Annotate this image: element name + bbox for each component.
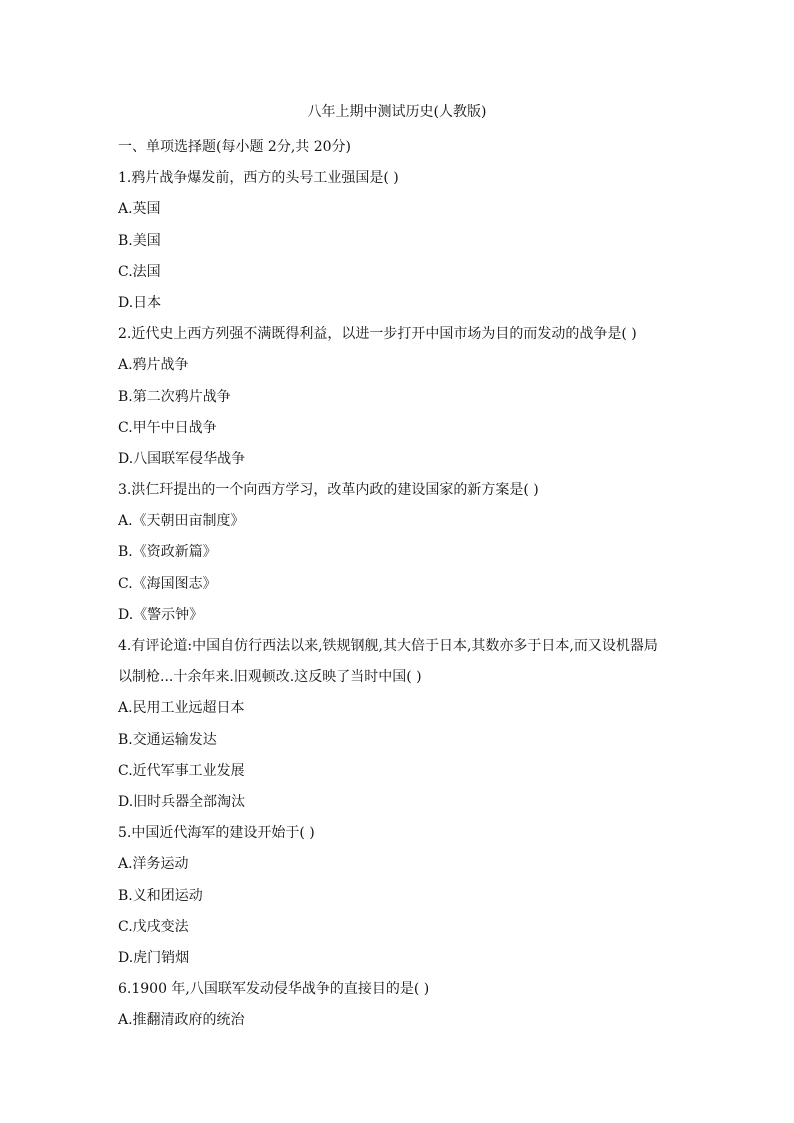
question-stem: 3.洪仁玕提出的一个向西方学习，改革内政的建设国家的新方案是( ): [118, 482, 539, 499]
section-heading: 一、单项选择题(每小题 2分,共 20分): [118, 139, 351, 155]
answer-option: B.美国: [118, 232, 161, 249]
answer-option: C.甲午中日战争: [118, 419, 217, 436]
document-title: 八年上期中测试历史(人教版): [307, 104, 487, 120]
question-stem: 1.鸦片战争爆发前，西方的头号工业强国是( ): [118, 170, 399, 187]
answer-option: D.虎门销烟: [118, 949, 190, 966]
answer-option: A.洋务运动: [118, 856, 189, 873]
answer-option: D.日本: [118, 294, 162, 311]
answer-option: C.近代军事工业发展: [118, 762, 245, 779]
answer-option: B.《资政新篇》: [118, 544, 217, 561]
question-stem: 4.有评论道:中国自仿行西法以来,铁规钢舰,其大倍于日本,其数亦多于日本,而又设机器局: [118, 638, 658, 654]
answer-option: B.第二次鸦片战争: [118, 388, 231, 405]
answer-option: B.义和团运动: [118, 887, 203, 904]
answer-option: D.八国联军侵华战争: [118, 450, 246, 467]
answer-option: D.旧时兵器全部淘汰: [118, 793, 246, 810]
answer-option: A.民用工业远超日本: [118, 700, 245, 717]
answer-option: C.戊戌变法: [118, 918, 189, 935]
answer-option: A.英国: [118, 201, 161, 218]
question-stem-continued: 以制枪...十余年来.旧观顿改.这反映了当时中国( ): [118, 669, 422, 686]
answer-option: D.《警示钟》: [118, 606, 204, 623]
answer-option: B.交通运输发达: [118, 731, 217, 748]
answer-option: A.鸦片战争: [118, 357, 189, 374]
question-stem: 6.1900 年,八国联军发动侵华战争的直接目的是( ): [118, 981, 430, 998]
question-stem: 5.中国近代海军的建设开始于( ): [118, 825, 315, 842]
answer-option: C.法国: [118, 263, 161, 280]
question-stem: 2.近代史上西方列强不满既得利益，以进一步打开中国市场为目的而发动的战争是( ): [118, 326, 637, 343]
answer-option: A.推翻清政府的统治: [118, 1012, 245, 1029]
answer-option: A.《天朝田亩制度》: [118, 513, 245, 530]
answer-option: C.《海国图志》: [118, 575, 217, 592]
document-body: [118, 132, 683, 1036]
